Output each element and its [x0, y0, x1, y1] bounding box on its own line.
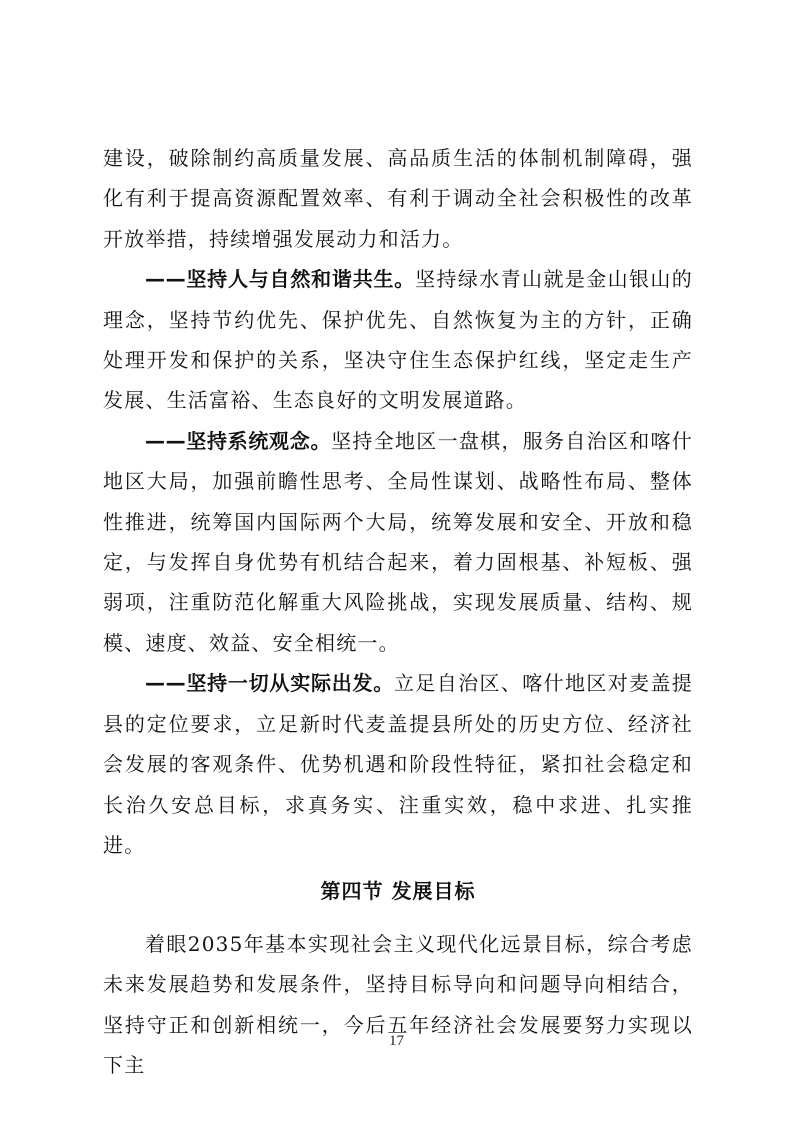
principle-nature-heading: ——坚持人与自然和谐共生。 — [145, 267, 416, 292]
page-body — [103, 138, 693, 1085]
paragraph-development-goals: 着眼2035年基本实现社会主义现代化远景目标，综合考虑未来发展趋势和发展条件，坚持目标导向和问题导向相结合，坚持守正和创新相统一，今后五年经济社会发展要努力实现以下主 — [103, 931, 693, 1077]
principle-system-heading: ——坚持系统观念。 — [145, 428, 332, 453]
principle-nature-text: 坚持绿水青山就是金山银山的理念，坚持节约优先、保护优先、自然恢复为主的方针，正确处理开发和保护的关系，坚决守住生态保护红线，坚定走生产发展、生活富裕、生态良好的文明发展道路。 — [103, 267, 693, 413]
principle-reality-text: 立足自治区、喀什地区对麦盖提县的定位要求，立足新时代麦盖提县所处的历史方位、经济社会发展的客观条件、优势机遇和阶段性特征，紧扣社会稳定和长治久安总目标，求真务实、注重实效，稳中求进、扎实推进。 — [103, 671, 693, 857]
paragraph-principle-reality — [103, 663, 693, 865]
page-number: 17 — [389, 1033, 404, 1049]
principle-reality-heading: ——坚持一切从实际出发。 — [145, 671, 395, 696]
paragraph-reform-continuation: 建设，破除制约高质量发展、高品质生活的体制机制障碍，强化有利于提高资源配置效率、有利于调动全社会积极性的改革开放举措，持续增强发展动力和活力。 — [103, 146, 693, 251]
section-title: 第四节 发展目标 — [320, 879, 476, 904]
paragraph-principle-system — [103, 421, 693, 663]
principle-system-text: 坚持全地区一盘棋，服务自治区和喀什地区大局，加强前瞻性思考、全局性谋划、战略性布局、整体性推进，统筹国内国际两个大局，统筹发展和安全、开放和稳定，与发挥自身优势有机结合起来，着力固根基、补短板、强弱项，注重防范化解重大风险挑战，实现发展质量、结构、规模、速度、效益、安全相统一。 — [103, 428, 693, 655]
paragraph-principle-nature — [103, 259, 693, 421]
